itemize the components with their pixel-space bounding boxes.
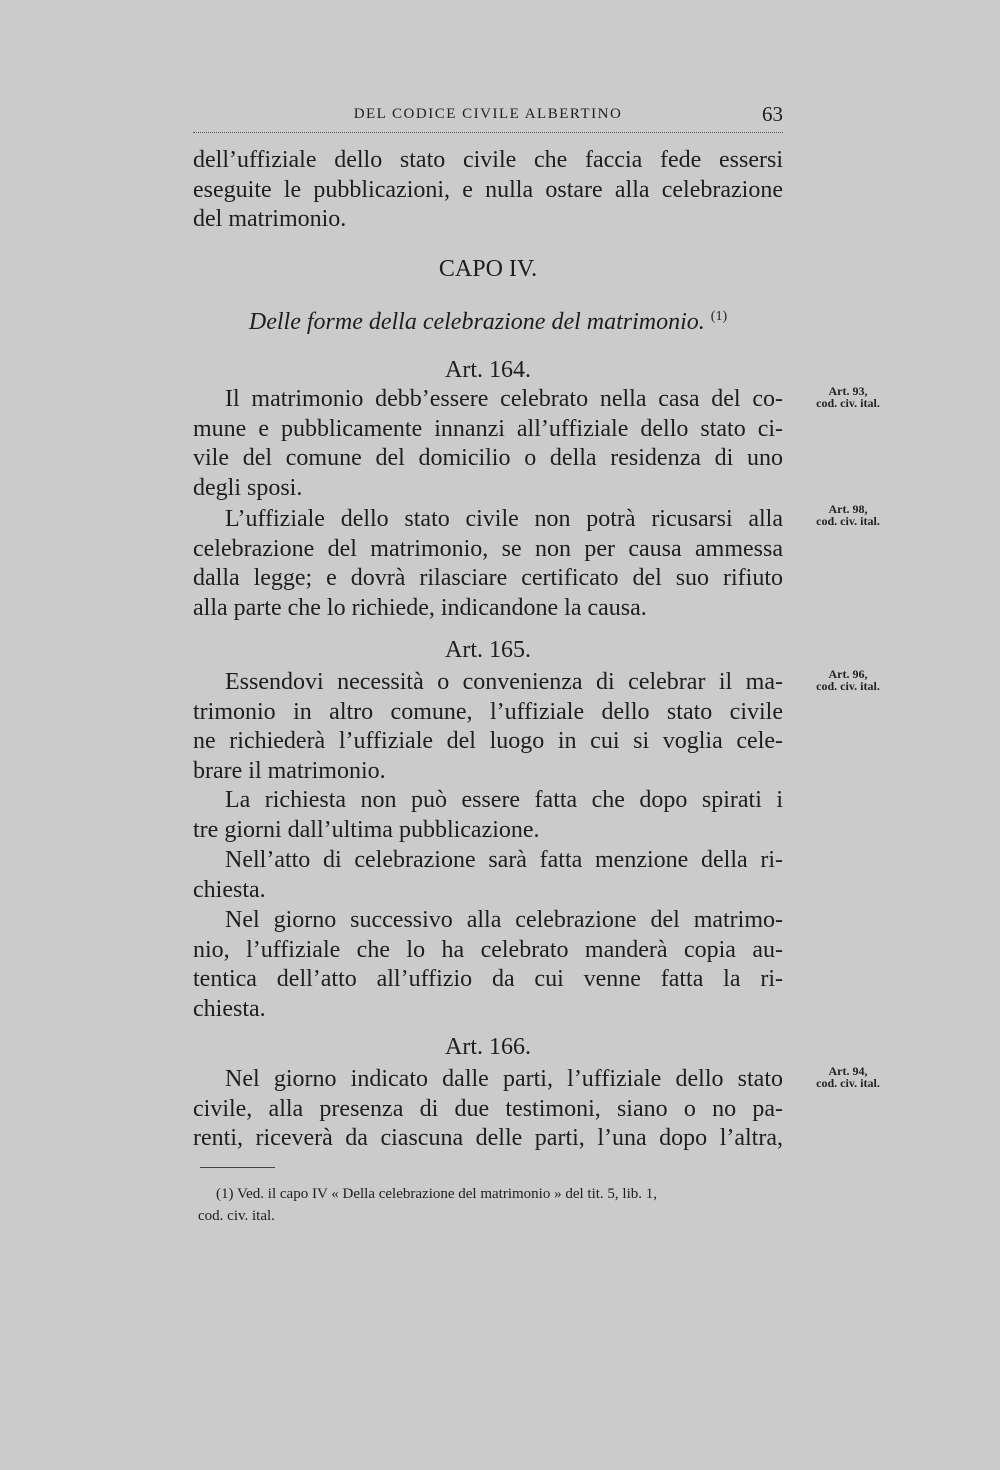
text-line: trimonio in altro comune, l’uffiziale dello stato civile: [193, 698, 783, 725]
article-heading: Art. 164.: [445, 357, 531, 383]
margin-note-code: cod. civ. ital.: [816, 679, 880, 693]
text-line: Essendovi necessità o convenienza di celebrar il ma-: [225, 669, 783, 695]
footnote: [198, 1183, 783, 1227]
text-line: celebrazione del matrimonio, se non per causa ammessa: [193, 535, 783, 562]
margin-note-code: cod. civ. ital.: [816, 1076, 880, 1090]
margin-note-code: cod. civ. ital.: [816, 514, 880, 528]
running-title: DEL CODICE CIVILE ALBERTINO: [353, 106, 623, 122]
margin-note-code: cod. civ. ital.: [816, 396, 880, 410]
chapter-number: CAPO IV.: [438, 256, 538, 282]
footnote-rule: [200, 1167, 275, 1168]
text-line: brare il matrimonio.: [193, 757, 386, 784]
text-line: Il matrimonio debb’essere celebrato nella casa del co-: [225, 386, 783, 412]
article-166-paragraph-1: [193, 1065, 783, 1154]
chapter-title-text: Delle forme della celebrazione del matrimonio.: [248, 309, 705, 335]
text-line: degli sposi.: [193, 474, 303, 501]
margin-note: [800, 503, 896, 527]
text-line: dalla legge; e dovrà rilasciare certificato del suo rifiuto: [193, 565, 783, 591]
page-number: 63: [762, 102, 783, 126]
article-165-paragraph-2: [193, 786, 783, 845]
margin-note: [800, 385, 896, 409]
article-165-paragraph-4: [193, 906, 783, 1024]
margin-note: [800, 668, 896, 692]
text-line: Nell’atto di celebrazione sarà fatta menzione della ri-: [225, 847, 783, 873]
margin-note-article: Art. 98,: [828, 502, 868, 516]
article-164-paragraph-2: [193, 505, 783, 623]
margin-note-article: Art. 94,: [828, 1064, 868, 1078]
text-line: Nel giorno successivo alla celebrazione del matrimo-: [225, 907, 783, 933]
article-heading: Art. 166.: [445, 1034, 531, 1060]
text-line: alla parte che lo richiede, indicandone la causa.: [193, 594, 647, 621]
article-165-paragraph-3: [193, 846, 783, 905]
chapter-title: [193, 302, 783, 338]
text-line: del matrimonio.: [193, 206, 347, 232]
text-line: eseguite le pubblicazioni, e nulla ostare alla celebrazione: [193, 176, 783, 203]
text-line: dell’uffiziale dello stato civile che faccia fede essersi: [193, 147, 783, 173]
margin-note: [800, 1065, 896, 1089]
footnote-line: cod. civ. ital.: [198, 1208, 275, 1224]
article-165-paragraph-1: [193, 668, 783, 786]
text-line: vile del comune del domicilio o della residenza di uno: [193, 445, 783, 471]
margin-note-article: Art. 96,: [828, 667, 868, 681]
text-line: tre giorni dall’ultima pubblicazione.: [193, 816, 540, 843]
text-line: tentica dell’atto all’uffizio da cui venne fatta la ri-: [193, 966, 783, 992]
footnote-line: (1) Ved. il capo IV « Della celebrazione del matrimonio » del tit. 5, lib. 1,: [216, 1186, 657, 1202]
footnote-reference: (1): [710, 309, 728, 324]
text-line: Nel giorno indicato dalle parti, l’uffiziale dello stato: [225, 1066, 783, 1092]
text-line: nio, l’uffiziale che lo ha celebrato manderà copia au-: [193, 936, 783, 963]
text-line: ne richiederà l’uffiziale del luogo in cui si voglia cele-: [193, 728, 783, 754]
article-164-paragraph-1: [193, 385, 783, 503]
text-line: L’uffiziale dello stato civile non potrà ricusarsi alla: [225, 506, 783, 532]
text-line: renti, riceverà da ciascuna delle parti, l’una dopo l’altra,: [193, 1125, 783, 1151]
intro-paragraph: [193, 146, 783, 235]
text-line: mune e pubblicamente innanzi all’uffiziale dello stato ci-: [193, 415, 783, 442]
text-line: civile, alla presenza di due testimoni, siano o no pa-: [193, 1095, 783, 1122]
text-line: La richiesta non può essere fatta che dopo spirati i: [225, 787, 783, 813]
margin-note-article: Art. 93,: [828, 384, 868, 398]
text-line: chiesta.: [193, 876, 266, 903]
page-header: [193, 104, 783, 133]
text-line: chiesta.: [193, 995, 266, 1022]
article-heading: Art. 165.: [445, 637, 531, 663]
